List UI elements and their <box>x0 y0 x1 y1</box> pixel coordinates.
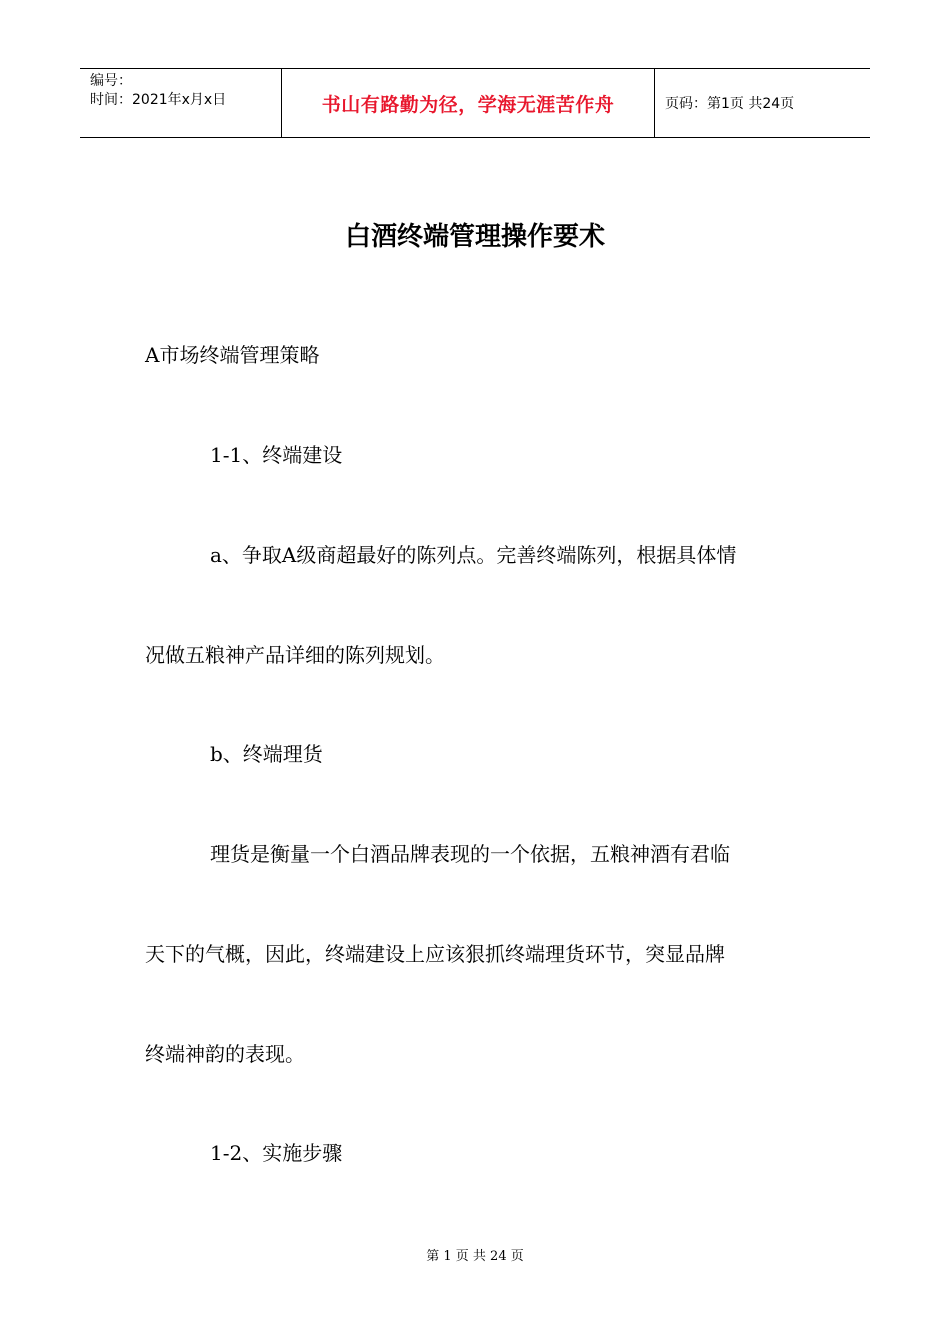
paragraph-line: 况做五粮神产品详细的陈列规划。 <box>145 643 445 667</box>
section-heading: A市场终端管理策略 <box>145 343 320 367</box>
paragraph-line: 终端神韵的表现。 <box>145 1042 305 1066</box>
header-page-info-cell <box>655 69 870 137</box>
document-number-label: 编号： <box>90 73 132 89</box>
header-motto: 书山有路勤为径，学海无涯苦作舟 <box>321 93 615 116</box>
page-footer: 第 1 页 共 24 页 <box>426 1249 524 1264</box>
header-motto-cell <box>282 69 655 137</box>
page-header <box>80 68 870 138</box>
header-page-info: 页码：第1页 共24页 <box>665 96 795 112</box>
paragraph-line: 天下的气概，因此，终端建设上应该狠抓终端理货环节，突显品牌 <box>145 942 725 966</box>
subsection-heading: 1-2、实施步骤 <box>210 1141 343 1165</box>
document-date-label: 时间：2021年x月x日 <box>90 92 227 108</box>
paragraph-heading: b、终端理货 <box>210 742 323 766</box>
paragraph-line: a、争取A级商超最好的陈列点。完善终端陈列，根据具体情 <box>210 543 737 567</box>
paragraph-line: 理货是衡量一个白酒品牌表现的一个依据，五粮神酒有君临 <box>210 842 730 866</box>
document-title: 白酒终端管理操作要术 <box>344 222 605 252</box>
header-meta <box>80 69 282 137</box>
subsection-heading: 1-1、终端建设 <box>210 443 343 467</box>
